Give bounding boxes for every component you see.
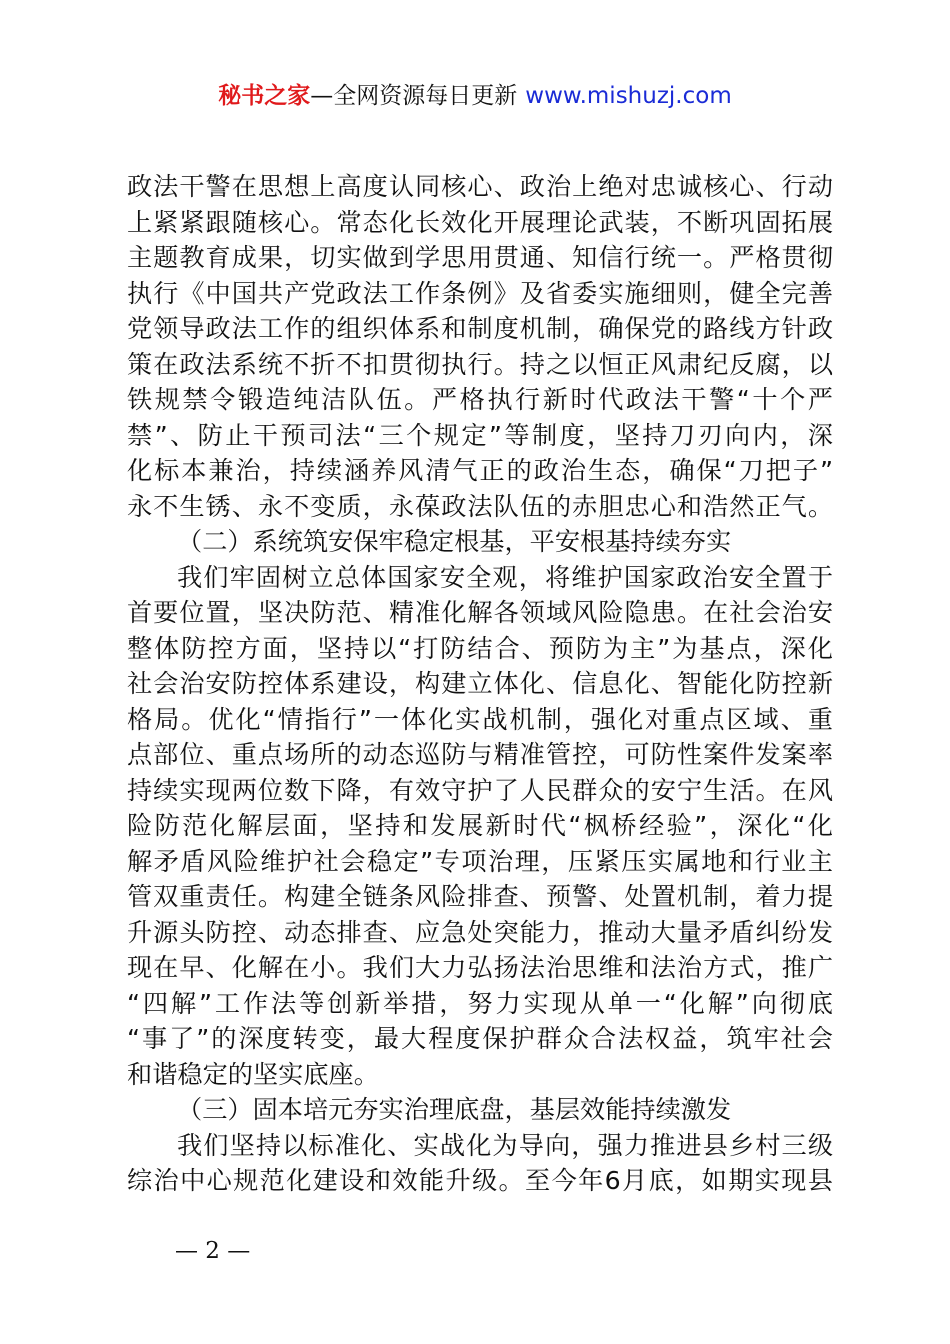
text-line: 上紧紧跟随核心。常态化长效化开展理论武装，不断巩固拓展 bbox=[127, 207, 833, 237]
document-body bbox=[127, 169, 833, 1199]
text-line: “事了”的深度转变，最大程度保护群众合法权益，筑牢社会 bbox=[127, 1024, 833, 1053]
text-line: 格局。优化“情指行”一体化实战机制，强化对重点区域、重 bbox=[127, 704, 833, 734]
text-line: 和谐稳定的坚实底座。 bbox=[127, 1059, 379, 1089]
text-line: 解矛盾风险维护社会稳定”专项治理，压紧压实属地和行业主 bbox=[127, 846, 833, 876]
paragraph bbox=[127, 169, 833, 524]
text-line: 综治中心规范化建设和效能升级。至今年6月底，如期实现县 bbox=[127, 1166, 833, 1195]
site-tagline: —全网资源每日更新 bbox=[310, 83, 518, 109]
text-line: 我们牢固树立总体国家安全观，将维护国家政治安全置于 bbox=[177, 562, 833, 592]
text-line: 社会治安防控体系建设，构建立体化、信息化、智能化防控新 bbox=[127, 669, 833, 698]
site-header bbox=[0, 80, 950, 112]
text-line: 策在政法系统不折不扣贯彻执行。持之以恒正风肃纪反腐，以 bbox=[127, 349, 833, 379]
text-line: 主题教育成果，切实做到学思用贯通、知信行统一。严格贯彻 bbox=[127, 243, 833, 272]
text-line: 整体防控方面，坚持以“打防结合、预防为主”为基点，深化 bbox=[127, 633, 833, 663]
site-url-link[interactable]: www.mishuzj.com bbox=[525, 83, 732, 109]
section-heading-3: （三）固本培元夯实治理底盘，基层效能持续激发 bbox=[177, 1095, 732, 1124]
text-line: 永不生锈、永不变质，永葆政法队伍的赤胆忠心和浩然正气。 bbox=[127, 491, 833, 521]
text-line: 禁”、防止干预司法“三个规定”等制度，坚持刀刃向内，深 bbox=[127, 420, 833, 450]
section-heading-2: （二）系统筑安保牢稳定根基，平安根基持续夯实 bbox=[177, 527, 732, 556]
text-line: “四解”工作法等创新举措，努力实现从单一“化解”向彻底 bbox=[127, 988, 833, 1018]
text-line: 现在早、化解在小。我们大力弘扬法治思维和法治方式，推广 bbox=[127, 953, 833, 982]
paragraph bbox=[127, 560, 833, 1093]
site-brand: 秘书之家 bbox=[218, 83, 311, 109]
text-line: 化标本兼治，持续涵养风清气正的政治生态，确保“刀把子” bbox=[127, 456, 833, 485]
text-line: 持续实现两位数下降，有效守护了人民群众的安宁生活。在风 bbox=[127, 775, 833, 805]
page-number: — 2 — bbox=[175, 1238, 251, 1264]
text-line: 首要位置，坚决防范、精准化解各领域风险隐患。在社会治安 bbox=[127, 598, 833, 627]
text-line: 险防范化解层面，坚持和发展新时代“枫桥经验”，深化“化 bbox=[127, 811, 833, 840]
text-line: 管双重责任。构建全链条风险排查、预警、处置机制，着力提 bbox=[127, 882, 833, 911]
text-line: 政法干警在思想上高度认同核心、政治上绝对忠诚核心、行动 bbox=[127, 172, 833, 201]
text-line: 执行《中国共产党政法工作条例》及省委实施细则，健全完善 bbox=[127, 278, 833, 308]
text-line: 点部位、重点场所的动态巡防与精准管控，可防性案件发案率 bbox=[127, 740, 833, 769]
text-line: 党领导政法工作的组织体系和制度机制，确保党的路线方针政 bbox=[127, 314, 833, 343]
text-line: 升源头防控、动态排查、应急处突能力，推动大量矛盾纠纷发 bbox=[127, 917, 833, 947]
text-line: 我们坚持以标准化、实战化为导向，强力推进县乡村三级 bbox=[177, 1130, 833, 1160]
paragraph bbox=[127, 1128, 833, 1199]
text-line: 铁规禁令锻造纯洁队伍。严格执行新时代政法干警“十个严 bbox=[127, 385, 833, 414]
